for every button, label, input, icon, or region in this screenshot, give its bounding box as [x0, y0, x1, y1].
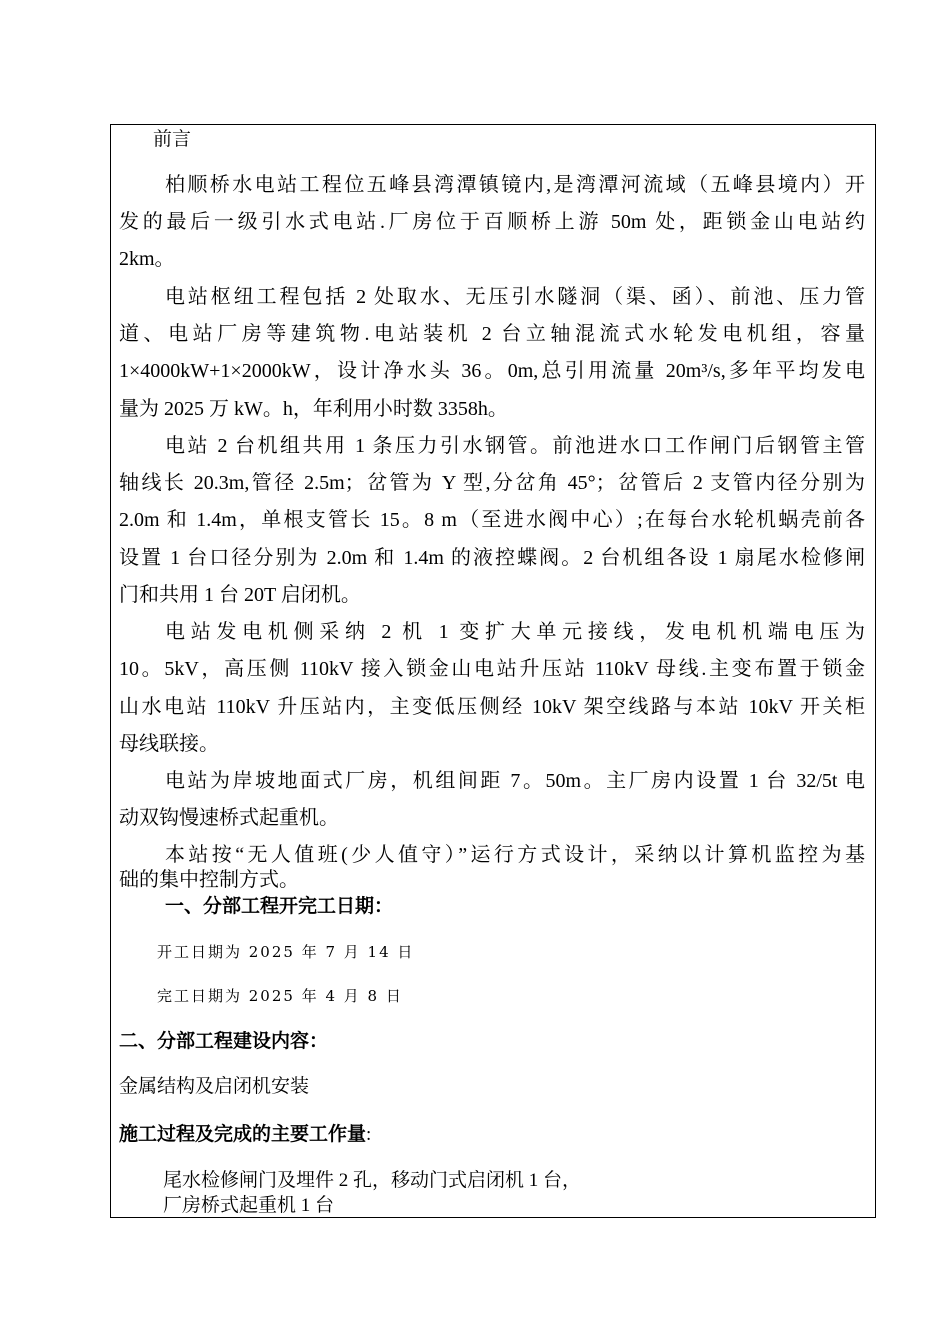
paragraph-line: 2.0m 和 1.4m，单根支管长 15。8 m（至进水阀中心）;在每台水轮机蜗壳前各 [119, 509, 865, 531]
paragraph-line: 轴线长 20.3m,管径 2.5m；岔管为 Y 型,分岔角 45°；岔管后 2 支管内径分别为 [119, 472, 865, 494]
workload-heading-colon: : [366, 1124, 372, 1145]
paragraph-line: 门和共用 1 台 20T 启闭机。 [119, 584, 361, 606]
paragraph-line: 本站按“无人值班(少人值守）”运行方式设计，采纳以计算机监控为基 [165, 844, 865, 866]
paragraph-line: 山水电站 110kV 升压站内，主变低压侧经 10kV 架空线路与本站 10kV 开关柜 [119, 696, 865, 718]
paragraph-line: 量为 2025 万 kW。h，年利用小时数 3358h。 [119, 398, 508, 420]
paragraph-line: 础的集中控制方式。 [119, 869, 299, 891]
workload-item: 尾水检修闸门及埋件 2 孔，移动门式启闭机 1 台， [163, 1170, 582, 1191]
page-title: 前言 [153, 128, 192, 150]
section-heading-dates: 一、分部工程开完工日期： [165, 895, 394, 917]
paragraph-line: 电站发电机侧采纳 2 机 1 变扩大单元接线，发电机机端电压为 [165, 621, 865, 643]
end-date: 完工日期为 2025 年 4 月 8 日 [157, 987, 403, 1005]
paragraph-line: 1×4000kW+1×2000kW，设计净水头 36。0m,总引用流量 20m³/s,多年平均发电 [119, 360, 865, 382]
paragraph-line: 电站 2 台机组共用 1 条压力引水钢管。前池进水口工作闸门后钢管主管 [165, 435, 865, 457]
paragraph-line: 发的最后一级引水式电站.厂房位于百顺桥上游 50m 处，距锁金山电站约 [119, 211, 865, 233]
paragraph-line: 动双钩慢速桥式起重机。 [119, 807, 339, 829]
section-content: 金属结构及启闭机安装 [119, 1076, 310, 1097]
section-heading-workload [119, 1122, 371, 1147]
workload-item: 厂房桥式起重机 1 台 [163, 1195, 335, 1216]
paragraph-line: 道、电站厂房等建筑物.电站装机 2 台立轴混流式水轮发电机组，容量 [119, 323, 865, 345]
start-date: 开工日期为 2025 年 7 月 14 日 [157, 943, 415, 961]
paragraph-line: 10。5kV，高压侧 110kV 接入锁金山电站升压站 110kV 母线.主变布置于锁金 [119, 658, 865, 680]
paragraph-line: 柏顺桥水电站工程位五峰县湾潭镇镜内,是湾潭河流域（五峰县境内）开 [165, 174, 865, 196]
paragraph-line: 母线联接。 [119, 733, 219, 755]
paragraph-line: 2km。 [119, 248, 175, 270]
paragraph-line: 电站为岸坡地面式厂房，机组间距 7。50m。主厂房内设置 1 台 32/5t 电 [165, 770, 865, 792]
workload-heading-text: 施工过程及完成的主要工作量 [119, 1123, 367, 1145]
paragraph-line: 设置 1 台口径分别为 2.0m 和 1.4m 的液控蝶阀。2 台机组各设 1 扇尾水检修闸 [119, 547, 865, 569]
section-heading-content: 二、分部工程建设内容： [119, 1030, 329, 1052]
paragraph-line: 电站枢纽工程包括 2 处取水、无压引水隧洞（渠、函）、前池、压力管 [165, 286, 865, 308]
